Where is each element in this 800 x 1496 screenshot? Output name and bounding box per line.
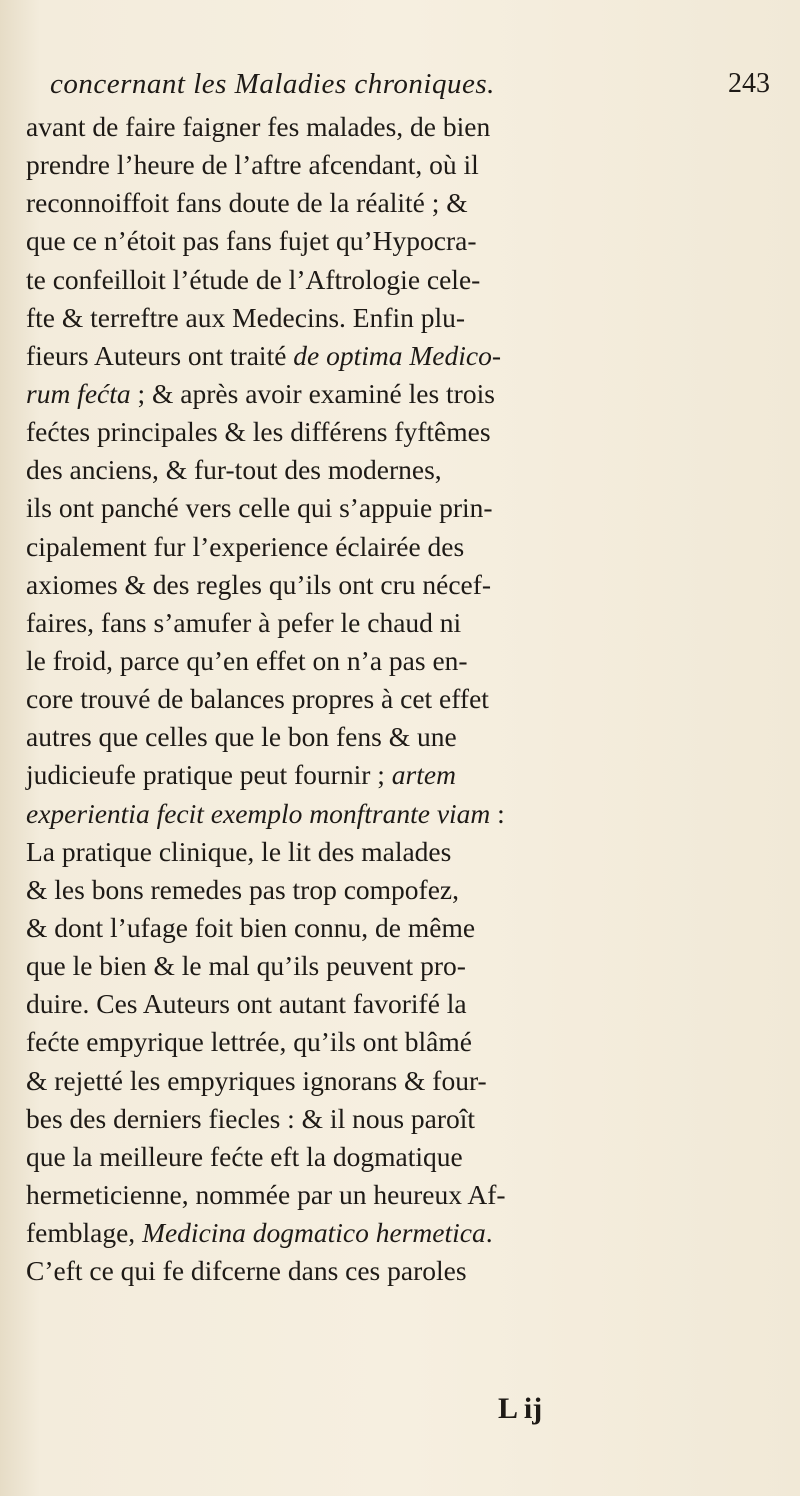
text-segment: & dont l’ufage foit bien connu, de même bbox=[26, 911, 476, 943]
text-segment: que la meilleure fećte eft la dogmatique bbox=[26, 1140, 463, 1172]
text-line bbox=[26, 413, 786, 451]
text-line bbox=[26, 261, 786, 299]
text-segment: La pratique clinique, le lit des malades bbox=[26, 835, 452, 867]
text-segment: cipalement fur l’experience éclairée des bbox=[26, 530, 465, 562]
text-line bbox=[26, 756, 786, 794]
text-line bbox=[26, 222, 786, 260]
text-segment: duire. Ces Auteurs ont autant favorifé la bbox=[26, 988, 467, 1020]
text-line bbox=[26, 718, 786, 756]
text-segment: avant de faire faigner fes malades, de bien bbox=[26, 111, 491, 142]
text-segment: prendre l’heure de l’aftre afcendant, où il bbox=[26, 149, 479, 181]
text-line bbox=[26, 1023, 786, 1061]
text-line bbox=[26, 528, 786, 566]
text-segment: C’eft ce qui fe difcerne dans ces paroles bbox=[26, 1255, 467, 1287]
italic-segment: rum fećta bbox=[26, 377, 131, 409]
text-segment: bes des derniers fiecles : & il nous paroît bbox=[26, 1102, 476, 1134]
text-line bbox=[26, 1062, 786, 1100]
text-segment: : bbox=[490, 797, 505, 829]
text-segment: femblage, bbox=[26, 1217, 143, 1249]
text-line bbox=[26, 871, 786, 909]
text-segment: faires, fans s’amufer à pefer le chaud ni bbox=[26, 606, 462, 638]
text-segment: axiomes & des regles qu’ils ont cru nécef- bbox=[26, 568, 492, 600]
text-line bbox=[26, 566, 786, 604]
text-segment: autres que celles que le bon fens & une bbox=[26, 721, 457, 753]
italic-segment: artem bbox=[391, 759, 456, 791]
text-line bbox=[26, 337, 786, 375]
text-line bbox=[26, 1252, 786, 1290]
running-title: concernant les Maladies chroniques. bbox=[50, 68, 495, 100]
text-segment: & rejetté les empyriques ignorans & four- bbox=[26, 1064, 487, 1096]
text-line bbox=[26, 299, 786, 337]
text-line bbox=[26, 680, 786, 718]
text-segment: te confeilloit l’étude de l’Aftrologie cele- bbox=[26, 263, 481, 295]
text-line bbox=[26, 833, 786, 871]
text-segment: fećte empyrique lettrée, qu’ils ont blâmé bbox=[26, 1026, 472, 1058]
text-segment: le froid, parce qu’en effet on n’a pas en- bbox=[26, 644, 468, 676]
italic-segment: experientia fecit exemplo monftrante viam bbox=[26, 797, 491, 829]
text-segment: fećtes principales & les différens fyftêmes bbox=[26, 416, 491, 448]
text-line bbox=[26, 146, 786, 184]
text-segment: hermeticienne, nommée par un heureux Af- bbox=[26, 1178, 506, 1210]
text-line bbox=[26, 489, 786, 527]
text-line bbox=[26, 1176, 786, 1214]
text-segment: ; & après avoir examiné les trois bbox=[130, 377, 495, 409]
text-line bbox=[26, 375, 786, 413]
italic-segment: Medicina dogmatico hermetica bbox=[142, 1217, 486, 1249]
text-line bbox=[26, 1138, 786, 1176]
page-number: 243 bbox=[728, 68, 770, 99]
body-text bbox=[26, 108, 786, 1290]
text-line bbox=[26, 985, 786, 1023]
text-line bbox=[26, 604, 786, 642]
page-header bbox=[50, 68, 770, 108]
text-line bbox=[26, 909, 786, 947]
text-segment: judicieufe pratique peut fournir ; bbox=[26, 759, 392, 791]
text-segment: core trouvé de balances propres à cet effet bbox=[26, 683, 489, 715]
text-segment: reconnoiffoit fans doute de la réalité ; & bbox=[26, 187, 468, 219]
text-segment: que le bien & le mal qu’ils peuvent pro- bbox=[26, 950, 466, 982]
signature-mark: L ij bbox=[498, 1392, 543, 1425]
text-segment: ils ont panché vers celle qui s’appuie prin- bbox=[26, 492, 493, 524]
text-line bbox=[26, 1100, 786, 1138]
text-segment: & les bons remedes pas trop compofez, bbox=[26, 873, 460, 905]
text-line bbox=[26, 184, 786, 222]
italic-segment: de optima Medico- bbox=[293, 339, 502, 371]
text-line bbox=[26, 947, 786, 985]
text-line bbox=[26, 795, 786, 833]
text-line bbox=[26, 451, 786, 489]
text-segment: fieurs Auteurs ont traité bbox=[26, 339, 294, 371]
text-line bbox=[26, 108, 786, 146]
text-line bbox=[26, 1214, 786, 1252]
text-segment: fte & terreftre aux Medecins. Enfin plu- bbox=[26, 301, 466, 333]
text-segment: que ce n’étoit pas fans fujet qu’Hypocra- bbox=[26, 225, 477, 257]
text-segment: des anciens, & fur-tout des modernes, bbox=[26, 454, 442, 486]
text-segment: . bbox=[485, 1217, 493, 1249]
text-line bbox=[26, 642, 786, 680]
